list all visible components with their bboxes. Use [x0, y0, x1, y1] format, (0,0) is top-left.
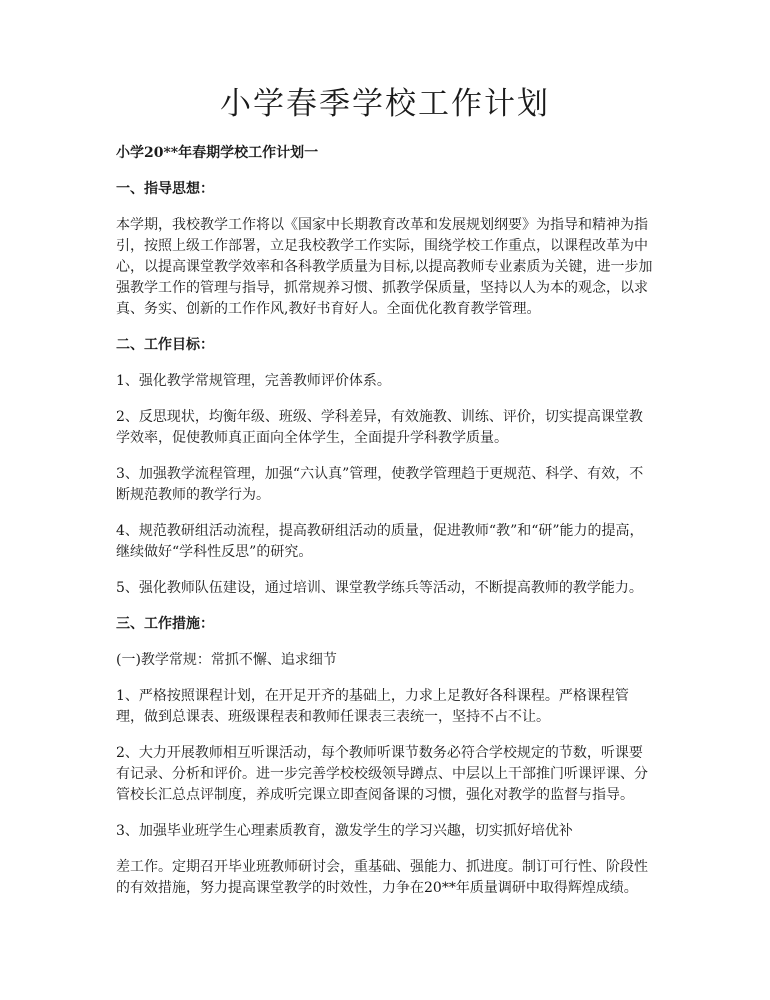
paragraph: 本学期，我校教学工作将以《国家中长期教育改革和发展规划纲要》为指导和精神为指引，按照上级工作部署，立足我校教学工作实际，围绕学校工作重点，以课程改革为中心，以提高课堂教学效率和各科教学质量为目标,以提高教师专业素质为关键，进一步加强教学工作的管理与指导，抓常规养习惯、抓教学保质量，坚持以人为本的观念，以求真、务实、创新的工作作风,教好书育好人。全面优化教育教学管理。 [116, 217, 653, 317]
paragraph: 1、强化教学常规管理，完善教师评价体系。 [116, 373, 391, 389]
paragraph: 3、加强教学流程管理，加强“六认真”管理，使教学管理趋于更规范、科学、有效，不断规范教师的教学行为。 [116, 466, 644, 503]
section-heading-guiding-ideology: 一、指导思想： [116, 181, 214, 197]
paragraph: (一)教学常规：常抓不懈、追求细节 [116, 652, 337, 668]
document-subtitle: 小学20**年春期学校工作计划一 [116, 145, 319, 161]
paragraph: 1、严格按照课程计划，在开足开齐的基础上，力求上足教好各科课程。严格课程管理，做到总课表、班级课程表和教师任课表三表统一，坚持不占不让。 [116, 688, 629, 725]
paragraph: 3、加强毕业班学生心理素质教育，激发学生的学习兴趣，切实抓好培优补 [116, 823, 573, 839]
document-body [116, 143, 656, 914]
paragraph: 2、反思现状，均衡年级、班级、学科差异，有效施教、训练、评价，切实提高课堂教学效率，促使教师真正面向全体学生，全面提升学科教学质量。 [116, 409, 643, 446]
document-title: 小学春季学校工作计划 [220, 86, 550, 122]
section-heading-work-goals: 二、工作目标： [116, 337, 214, 353]
section-heading-work-measures: 三、工作措施： [116, 616, 214, 632]
paragraph: 2、大力开展教师相互听课活动，每个教师听课节数务必符合学校规定的节数，听课要有记录、分析和评价。进一步完善学校校级领导蹲点、中层以上干部推门听课评课、分管校长汇总点评制度，养成听完课立即查阅备课的习惯，强化对教学的监督与指导。 [116, 745, 648, 803]
paragraph: 5、强化教师队伍建设，通过培训、课堂教学练兵等活动，不断提高教师的教学能力。 [116, 580, 643, 596]
paragraph: 4、规范教研组活动流程，提高教研组活动的质量，促进教师“教”和“研”能力的提高，继续做好“学科性反思”的研究。 [116, 523, 644, 560]
paragraph: 差工作。定期召开毕业班教师研讨会，重基础、强能力、抓进度。制订可行性、阶段性的有效措施，努力提高课堂教学的时效性，力争在20**年质量调研中取得辉煌成绩。 [116, 859, 648, 896]
